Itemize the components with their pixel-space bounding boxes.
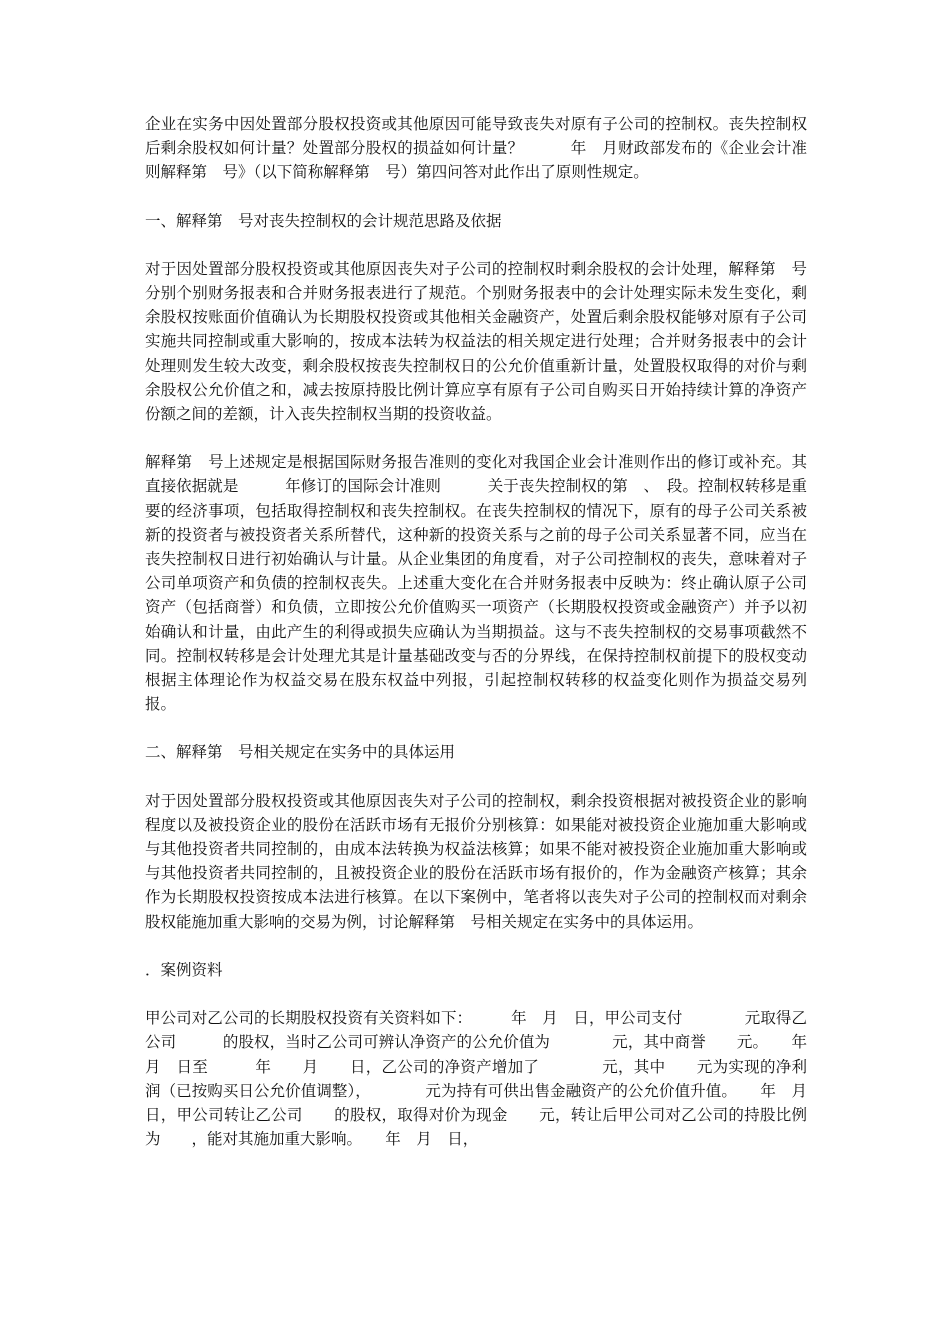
section-1-paragraph-2: 解释第 号上述规定是根据国际财务报告准则的变化对我国企业会计准则作出的修订或补充。其直接依据就是 年修订的国际会计准则 关于丧失控制权的第 、 段。控制权转移是重要的经济事项，包括取得控制权和丧失控制权。在丧失控制权的情况下，原有的母子公司关系被新的投资者与被投资者关系所替代，这种新的投资关系与之前的母子公司关系显著不同，应当在丧失控制权日进行初始确认与计量。从企业集团的角度看，对子公司控制权的丧失，意味着对子公司单项资产和负债的控制权丧失。上述重大变化在合并财务报表中反映为：终止确认原子公司资产（包括商誉）和负债，立即按公允价值购买一项资产（长期股权投资或金融资产）并予以初始确认和计量，由此产生的利得或损失应确认为当期损益。这与不丧失控制权的交易事项截然不同。控制权转移是会计处理尤其是计量基础改变与否的分界线，在保持控制权前提下的股权变动根据主体理论作为权益交易在股东权益中列报，引起控制权转移的权益变化则作为损益交易列报。 bbox=[145, 453, 807, 714]
case-subheading: ．案例资料 bbox=[145, 960, 223, 979]
section-2-paragraph-1: 对于因处置部分股权投资或其他原因丧失对子公司的控制权，剩余投资根据对被投资企业的影响程度以及被投资企业的股份在活跃市场有无报价分别核算：如果能对被投资企业施加重大影响或与其他投资者共同控制的，由成本法转换为权益法核算；如果不能对被投资企业施加重大影响或与其他投资者共同控制的，且被投资企业的股份在活跃市场有报价的，作为金融资产核算；其余作为长期股权投资按成本法进行核算。在以下案例中，笔者将以丧失对子公司的控制权而对剩余股权能施加重大影响的交易为例，讨论解释第 号相关规定在实务中的具体运用。 bbox=[145, 791, 807, 931]
document-page bbox=[145, 112, 823, 1151]
section-2-heading: 二、解释第 号相关规定在实务中的具体运用 bbox=[145, 743, 456, 762]
section-1-heading: 一、解释第 号对丧失控制权的会计规范思路及依据 bbox=[145, 211, 502, 230]
intro-paragraph: 企业在实务中因处置部分股权投资或其他原因可能导致丧失对原有子公司的控制权。丧失控制权后剩余股权如何计量？处置部分股权的损益如何计量？ 年 月财政部发布的《企业会计准则解释第 号》（以下简称解释第 号）第四问答对此作出了原则性规定。 bbox=[145, 115, 807, 182]
section-1-paragraph-1: 对于因处置部分股权投资或其他原因丧失对子公司的控制权时剩余股权的会计处理，解释第 号分别个别财务报表和合并财务报表进行了规范。个别财务报表中的会计处理实际未发生变化，剩余股权按账面价值确认为长期股权投资或其他相关金融资产，处置后剩余股权能够对原有子公司实施共同控制或重大影响的，按成本法转为权益法的相关规定进行处理；合并财务报表中的会计处理则发生较大改变，剩余股权按丧失控制权日的公允价值重新计量，处置股权取得的对价与剩余股权公允价值之和，减去按原持股比例计算应享有原有子公司自购买日开始持续计算的净资产份额之间的差额，计入丧失控制权当期的投资收益。 bbox=[145, 259, 807, 424]
case-paragraph: 甲公司对乙公司的长期股权投资有关资料如下： 年 月 日，甲公司支付 元取得乙公司 的股权，当时乙公司可辨认净资产的公允价值为 元，其中商誉 元。 年 月 日至 年 月 日，乙公司的净资产增加了 元，其中 元为实现的净利润（已按购买日公允价值调整）， 元为持有可供出售金融资产的公允价值升值。 年 月 日，甲公司转让乙公司 的股权，取得对价为现金 元，转让后甲公司对乙公司的持股比例为 ，能对其施加重大影响。 年 月 日， bbox=[145, 1009, 823, 1149]
